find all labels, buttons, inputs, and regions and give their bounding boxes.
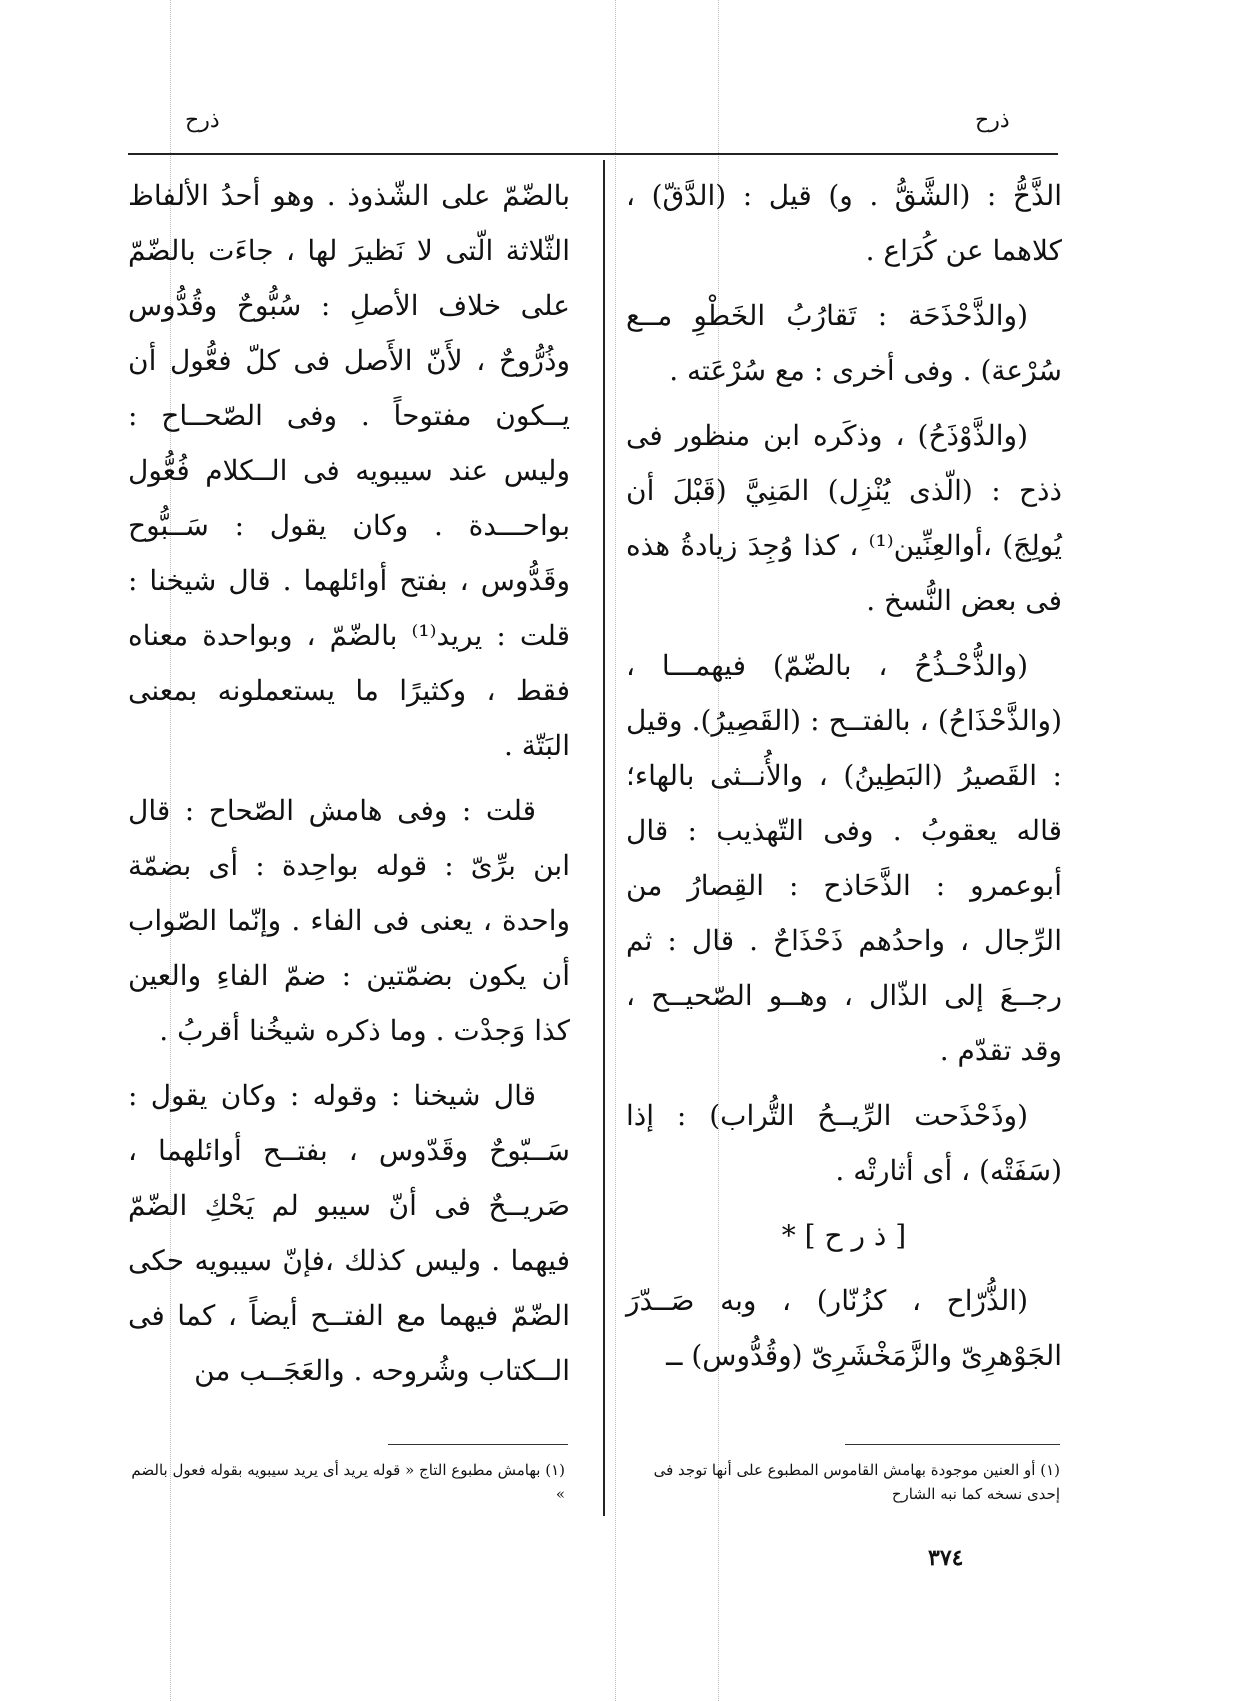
- entry-paragraph: (وذَحْذَحت الرِّيــحُ التُّراب) : إذا (سَفَتْه) ، أى أثارتْه .: [626, 1099, 1062, 1187]
- entry-paragraph: (والذَّوْذَحُ) ، وذكَره ابن منظور فى ذذح : (الّذى يُنْزِل) المَنِيَّ (قَبْلَ أن يُولِجَ) ،أوالعِنِّين⁽¹⁾ ، كذا وُجِدَ زيادةُ هذه فى بعض النُّسخ .: [626, 419, 1062, 617]
- entry-paragraph: الذَّحُّ : (الشَّقُّ . و) قيل : (الدَّقّ) ، كلاهما عن كُرَاع .: [626, 179, 1062, 267]
- left-column: [128, 168, 570, 1408]
- footnote-rule: [845, 1444, 1060, 1445]
- entry-paragraph: قال شيخنا : وقوله : وكان يقول : سَــبّوحٌ وقَدّوس ، بفتــح أوائلهما ، صَريــحٌ فى أنّ سيبو لم يَحْكِ الضّمّ فيهما . وليس كذلك ،فإنّ سيبويه حكى الضّمّ فيهما مع الفتــح أيضاً ، كما فى الــكتاب وشُروحه . والعَجَــب من: [128, 1079, 570, 1387]
- footnote-rule: [388, 1444, 568, 1445]
- column-divider: [603, 160, 605, 1516]
- headword-heading: [ ذ ر ح ] *: [781, 1219, 907, 1252]
- entry-paragraph: (الذُّرّاح ، كزُنّار) ، وبه صَــدّرَ الجَوْهرِىّ والزَّمَخْشَرِىّ (وقُدُّوس) ــ: [626, 1284, 1062, 1372]
- entry-paragraph: بالضّمّ على الشّذوذ . وهو أحدُ الألفاظ الثّلاثة الّتى لا نَظيرَ لها ، جاءَت بالضّمّ على خلاف الأصلِ : سُبُّوحٌ وقُدُّوس وذُرُّوحٌ ، لأَنّ الأَصل فى كلّ فعُّول أن يــكون مفتوحاً . وفى الصّحــاح : وليس عند سيبويه فى الــكلام فُعُّول بواحـــدة . وكان يقول : سَــبُّوح وقَدُّوس ، بفتح أوائلهما . قال شيخنا : قلت : يريد⁽¹⁾ بالضّمّ ، وبواحدة معناه فقط ، وكثيرًا ما يستعملونه بمعنى البَتّة .: [128, 179, 570, 762]
- entry-paragraph: (والذَّحْذَحَة : تَقارُبُ الخَطْوِ مــع سُرْعة) . وفى أخرى : مع سُرْعَته .: [626, 299, 1062, 387]
- entry-paragraph: (والذُّحْـذُحُ ، بالضّمّ) فيهمـــا ، (والذَّحْذَاحُ) ، بالفتــح : (القَصِيرُ). وقيل : القَصيرُ (البَطِينُ) ، والأُنــثى بالهاء؛ قاله يعقوبُ . وفى التّهذيب : قال أبوعمرو : الذَّحَاذح : القِصارُ من الرِّجال ، واحدُهم ذَحْذَاحٌ . قال : ثم رجــعَ إلى الذّال ، وهــو الصّحيــح ، وقد تقدّم .: [626, 649, 1062, 1067]
- scan-dotted-line: [615, 0, 617, 1701]
- page-number: ٣٧٤: [928, 1545, 964, 1571]
- footnote-right: (١) أو العنين موجودة بهامش القاموس المطبوع على أنها توجد فى إحدى نسخه كما نبه الشارح: [653, 1461, 1060, 1503]
- running-head-left: ذرح: [185, 108, 220, 133]
- footnote-left: (١) بهامش مطبوع التاج « قوله يريد أى يريد سيبويه بقوله فعول بالضم »: [131, 1461, 565, 1503]
- header-rule: [128, 153, 1058, 155]
- right-column: [626, 168, 1062, 1393]
- running-head-right: ذرح: [975, 108, 1010, 133]
- entry-paragraph: قلت : وفى هامش الصّحاح : قال ابن برِّىّ : قوله بواحِدة : أى بضمّة واحدة ، يعنى فى الفاء . وإنّما الصّواب أن يكون بضمّتين : ضمّ الفاءِ والعين كذا وَجدْت . وما ذكره شيخُنا أقربُ .: [128, 794, 570, 1047]
